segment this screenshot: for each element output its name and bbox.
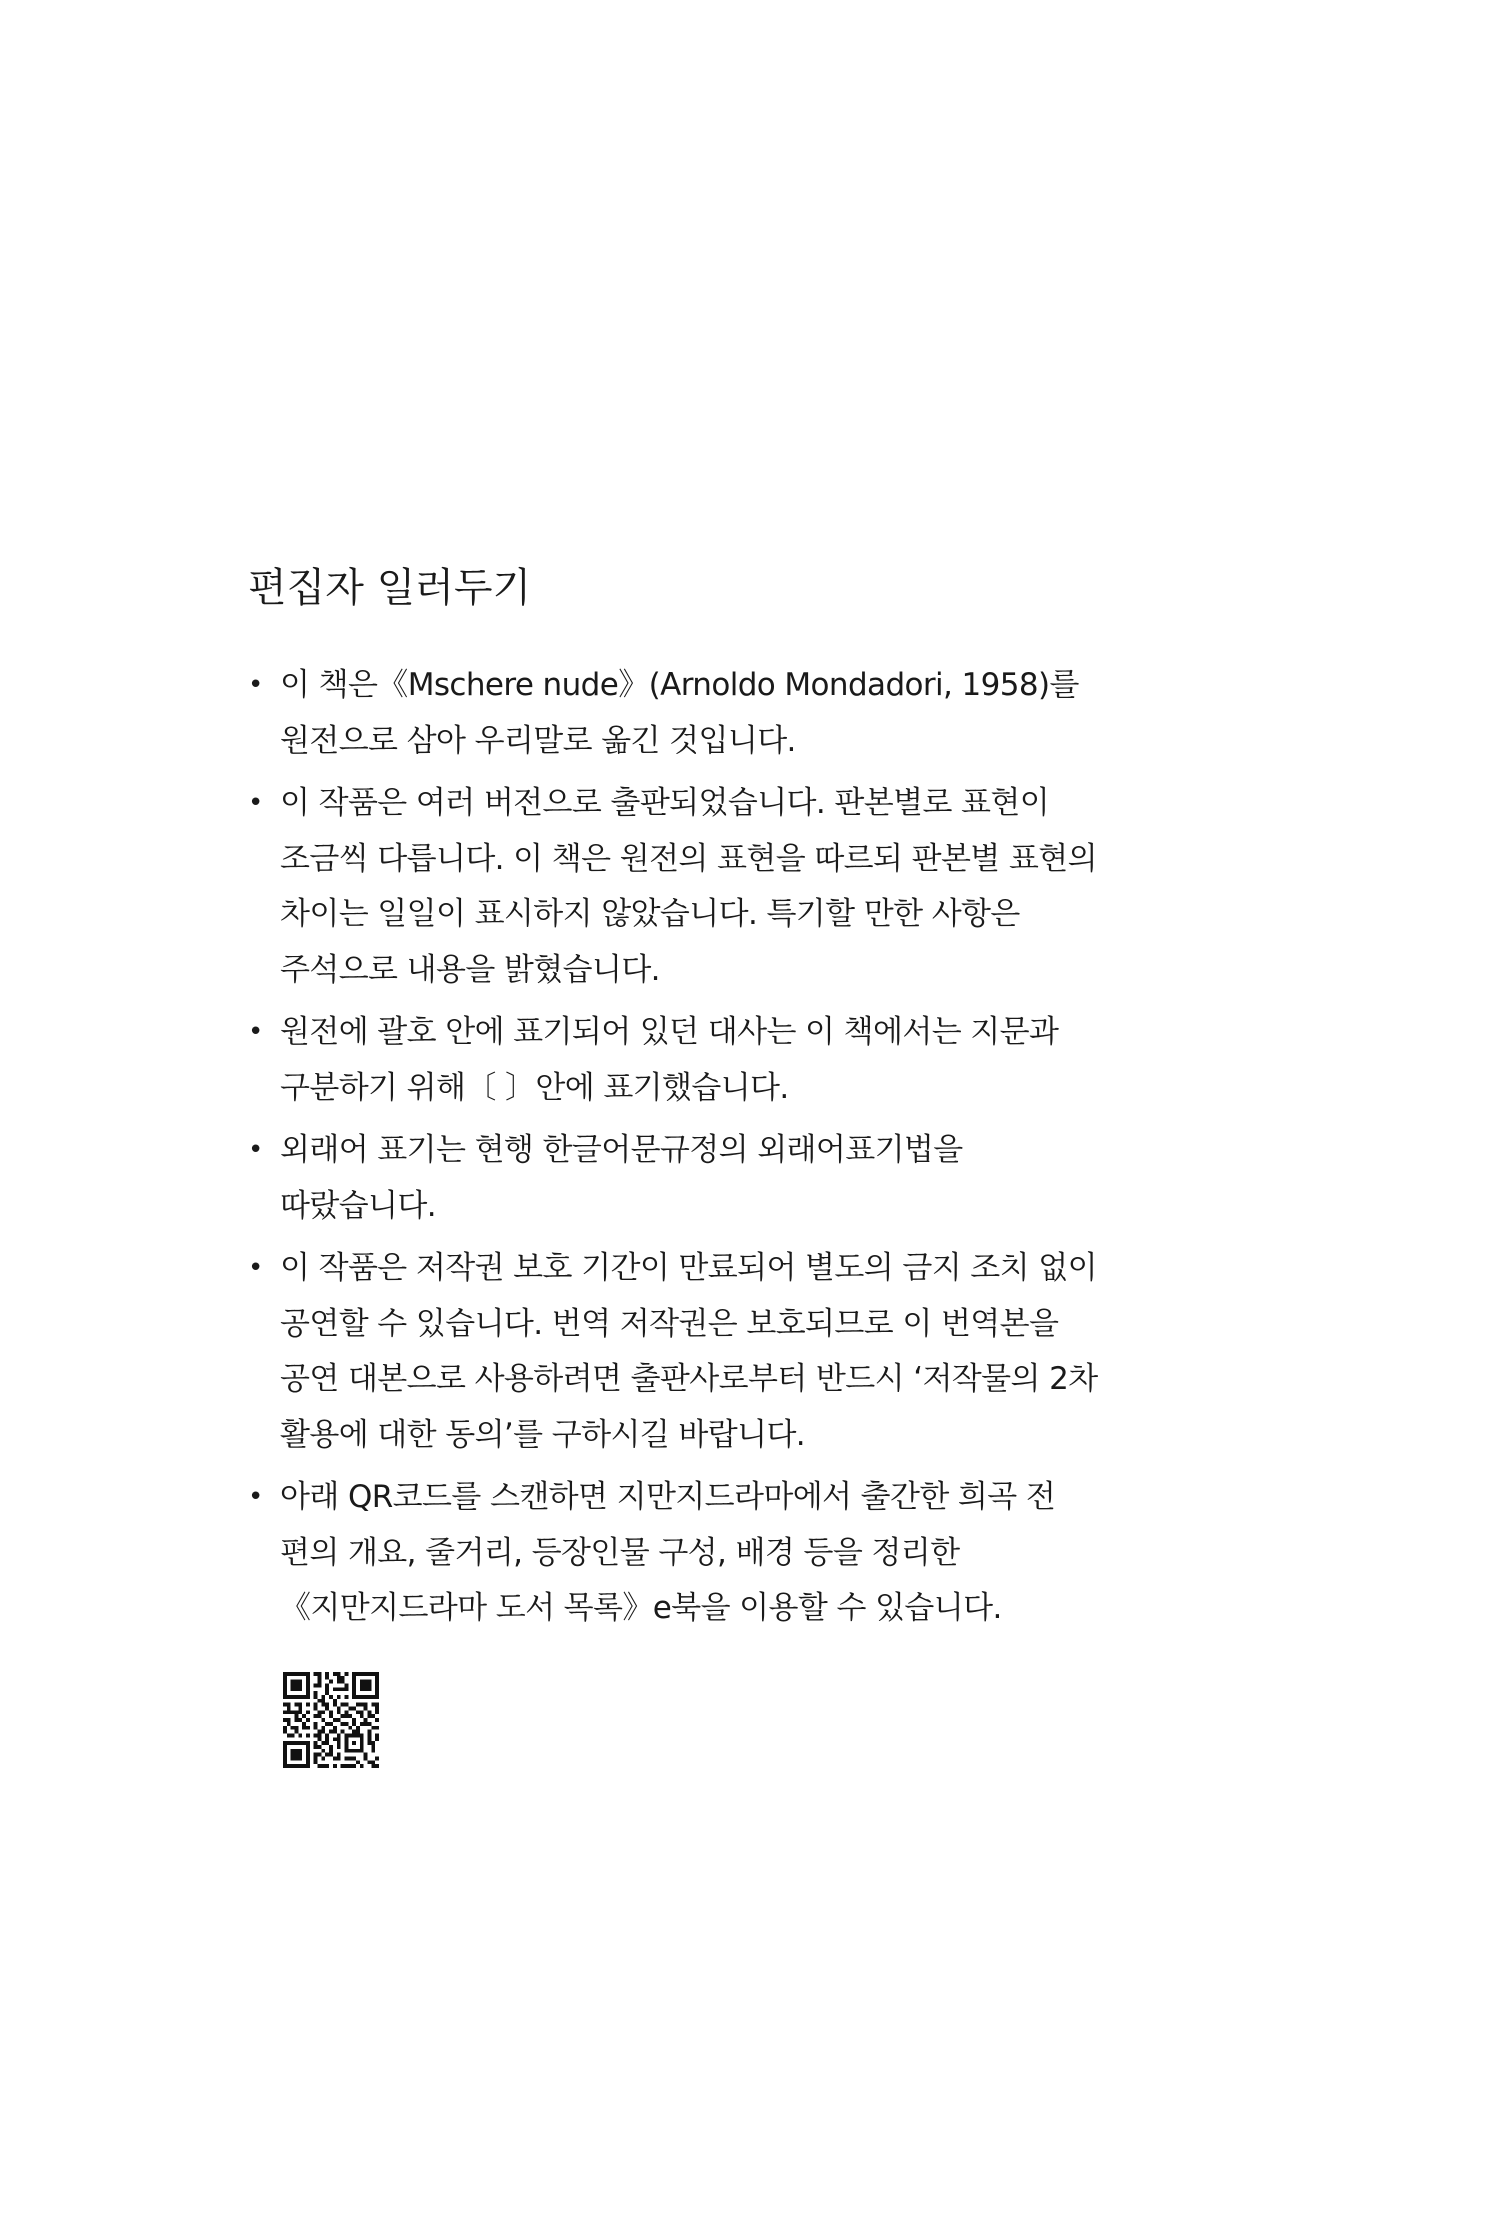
editor-notes-list: [246, 658, 1206, 1644]
note-line: 이 작품은 여러 버전으로 출판되었습니다. 판본별로 표현이: [280, 785, 1050, 821]
note-line: 이 작품은 저작권 보호 기간이 만료되어 별도의 금지 조치 없이: [280, 1250, 1097, 1286]
note-line: 공연 대본으로 사용하려면 출판사로부터 반드시 ‘저작물의 2차: [280, 1361, 1098, 1397]
note-item-6: [246, 1470, 1206, 1637]
note-line: 조금씩 다릅니다. 이 책은 원전의 표현을 따르되 판본별 표현의: [280, 840, 1097, 877]
note-line: 외래어 표기는 현행 한글어문규정의 외래어표기법을: [280, 1132, 963, 1168]
note-line: 원전으로 삼아 우리말로 옮긴 것입니다.: [280, 722, 796, 759]
note-line: 구분하기 위해〔 〕안에 표기했습니다.: [280, 1069, 789, 1106]
bullet-icon: •: [248, 670, 263, 700]
note-item-3: [246, 1005, 1206, 1116]
note-line: 원전에 괄호 안에 표기되어 있던 대사는 이 책에서는 지문과: [280, 1014, 1059, 1050]
note-line: 따랐습니다.: [280, 1187, 436, 1224]
note-line: 이 책은《Mschere nude》(Arnoldo Mondadori, 1958)를: [280, 667, 1079, 703]
bullet-icon: •: [248, 1135, 263, 1165]
note-item-4: [246, 1123, 1206, 1234]
note-line: 주석으로 내용을 밝혔습니다.: [280, 951, 660, 988]
qr-code-icon[interactable]: [283, 1672, 379, 1768]
bullet-icon: •: [248, 1482, 263, 1512]
note-item-2: [246, 776, 1206, 998]
bullet-icon: •: [248, 788, 263, 818]
note-line: 편의 개요, 줄거리, 등장인물 구성, 배경 등을 정리한: [280, 1534, 960, 1571]
note-line: 《지만지드라마 도서 목록》e북을 이용할 수 있습니다.: [280, 1590, 1002, 1626]
bullet-icon: •: [248, 1017, 263, 1047]
note-line: 활용에 대한 동의’를 구하시길 바랍니다.: [280, 1416, 806, 1453]
note-line: 공연할 수 있습니다. 번역 저작권은 보호되므로 이 번역본을: [280, 1305, 1059, 1342]
note-line: 차이는 일일이 표시하지 않았습니다. 특기할 만한 사항은: [280, 896, 1020, 932]
bullet-icon: •: [248, 1253, 263, 1283]
note-item-1: [246, 658, 1206, 769]
note-item-5: [246, 1241, 1206, 1463]
page-title: 편집자 일러두기: [248, 565, 532, 611]
note-line: 아래 QR코드를 스캔하면 지만지드라마에서 출간한 희곡 전: [280, 1479, 1056, 1515]
